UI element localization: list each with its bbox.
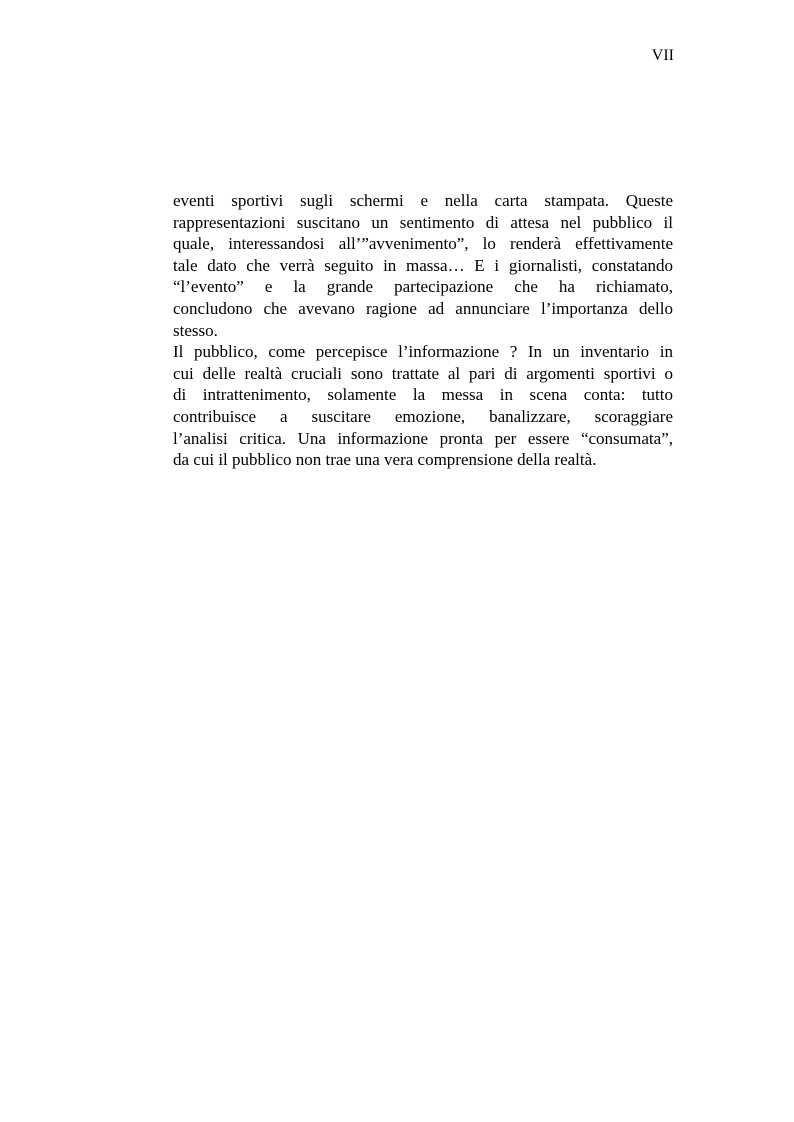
text-line: quale, interessandosi all’”avvenimento”, lo renderà effettivamente [173, 234, 673, 254]
body-text [173, 190, 673, 471]
text-line: l’analisi critica. Una informazione pronta per essere “consumata”, [173, 428, 673, 448]
text-line: da cui il pubblico non trae una vera comprensione della realtà. [173, 450, 597, 470]
text-line: cui delle realtà cruciali sono trattate al pari di argomenti sportivi o [173, 363, 673, 383]
paragraph [173, 190, 673, 341]
text-line: concludono che avevano ragione ad annunciare l’importanza dello [173, 298, 673, 318]
text-line: contribuisce a suscitare emozione, banalizzare, scoraggiare [173, 406, 673, 426]
text-line: di intrattenimento, solamente la messa in scena conta: tutto [173, 385, 673, 405]
text-line: Il pubblico, come percepisce l’informazione ? In un inventario in [173, 342, 673, 362]
text-line: “l’evento” e la grande partecipazione che ha richiamato, [173, 277, 673, 297]
text-line: rappresentazioni suscitano un sentimento di attesa nel pubblico il [173, 212, 673, 232]
text-line: stesso. [173, 320, 218, 340]
paragraph [173, 341, 673, 471]
text-line: tale dato che verrà seguito in massa… E i giornalisti, constatando [173, 255, 673, 275]
text-line: eventi sportivi sugli schermi e nella carta stampata. Queste [173, 191, 673, 210]
page-number: VII [651, 47, 674, 64]
